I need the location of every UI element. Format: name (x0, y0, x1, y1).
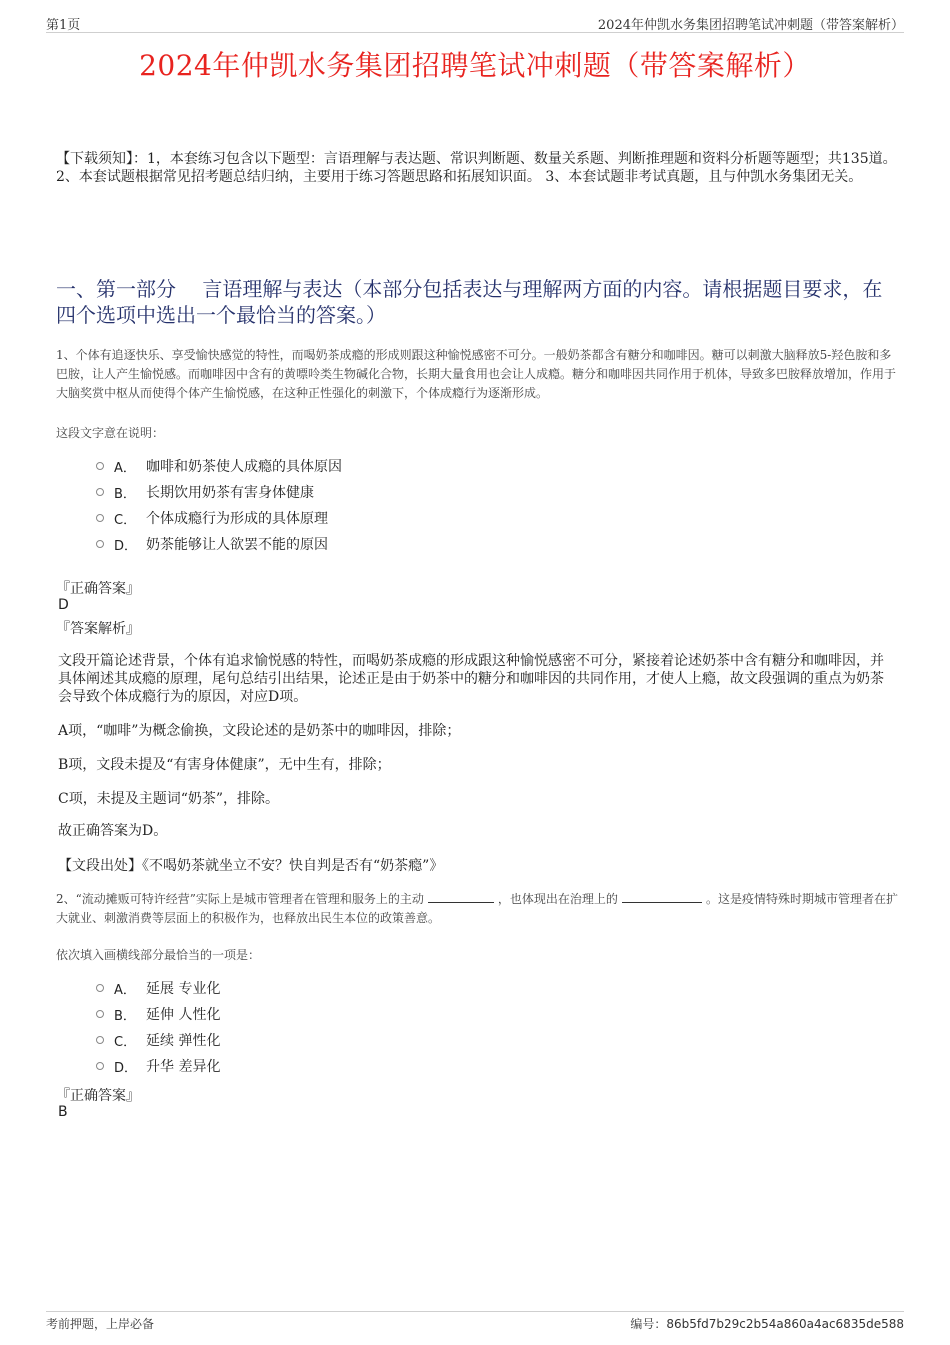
question-2-option-c[interactable] (96, 1027, 220, 1053)
option-letter: A． (114, 982, 136, 998)
option-text: 延续 弹性化 (146, 1033, 221, 1049)
footer-code (630, 1315, 904, 1332)
question-2-answer-label: 『正确答案』 (56, 1088, 140, 1104)
radio-icon[interactable] (96, 1010, 104, 1018)
question-2-option-d[interactable] (96, 1053, 220, 1079)
option-letter: C． (114, 512, 137, 528)
option-text: 延伸 人性化 (146, 1007, 221, 1023)
analysis-note-c: C项，未提及主题词“奶茶”，排除。 (58, 791, 280, 807)
radio-icon[interactable] (96, 488, 104, 496)
question-1-analysis: 文段开篇论述背景，个体有追求愉悦感的特性，而喝奶茶成瘾的形成跟这种愉悦感密不可分，紧接着论述奶茶中含有糖分和咖啡因，并具体阐述其成瘾的原理，尾句总结引出结果，论述正是由于奶茶中的糖分和咖啡因的共同作用，才使人上瘾，故文段强调的重点为奶茶会导致个体成瘾行为的原因，对应D项。 (58, 653, 884, 705)
question-1-text: 1、个体有追逐快乐、享受愉快感觉的特性，而喝奶茶成瘾的形成则跟这种愉悦感密不可分。一般奶茶都含有糖分和咖啡因。糖可以刺激大脑释放5-羟色胺和多巴胺，让人产生愉悦感。而咖啡因中含有的黄嘌呤类生物碱化合物，长期大量食用也会让人成瘾。糖分和咖啡因共同作用于机体，导致多巴胺释放增加，作用于大脑奖赏中枢从而使得个体产生愉悦感，在这种正性强化的刺激下，个体成瘾行为逐渐形成。 (56, 348, 897, 400)
header-doc-title: 2024年仲凯水务集团招聘笔试冲刺题（带答案解析） (597, 18, 904, 33)
question-2-text-part3: 。这是疫情特殊时期城市管理者在扩大就业、刺激消费等层面上的积极作为，也释放出民生本位的政策善意。 (56, 892, 898, 925)
page-title: 2024年仲凯水务集团招聘笔试冲刺题（带答案解析） (139, 49, 811, 82)
question-1-option-c[interactable] (96, 505, 342, 531)
option-letter: D． (114, 538, 138, 554)
fill-blank-2 (622, 892, 702, 903)
question-2-option-b[interactable] (96, 1001, 220, 1027)
radio-icon[interactable] (96, 1062, 104, 1070)
question-1-option-b[interactable] (96, 479, 342, 505)
footer-slogan: 考前押题，上岸必备 (46, 1317, 155, 1331)
radio-icon[interactable] (96, 540, 104, 548)
question-2-text (56, 890, 898, 928)
header-divider (46, 32, 904, 33)
option-letter: C． (114, 1034, 137, 1050)
option-text: 个体成瘾行为形成的具体原理 (146, 511, 328, 527)
question-2-prompt: 依次填入画横线部分最恰当的一项是： (56, 948, 261, 962)
question-1-source: 【文段出处】《不喝奶茶就坐立不安？快自判是否有“奶茶瘾”》 (58, 858, 444, 874)
question-1-options (96, 453, 342, 557)
option-letter: D． (114, 1060, 138, 1076)
option-text: 奶茶能够让人欲罢不能的原因 (146, 537, 328, 553)
option-text: 咖啡和奶茶使人成瘾的具体原因 (146, 459, 342, 475)
radio-icon[interactable] (96, 514, 104, 522)
analysis-note-a: A项，“咖啡”为概念偷换，文段论述的是奶茶中的咖啡因，排除； (58, 723, 461, 739)
option-letter: B． (114, 486, 136, 502)
analysis-note-b: B项，文段未提及“有害身体健康”，无中生有，排除； (58, 757, 391, 773)
question-2-text-part1: 2、“流动摊贩可特许经营”实际上是城市管理者在管理和服务上的主动 (56, 892, 424, 906)
analysis-conclusion: 故正确答案为D。 (58, 823, 168, 839)
question-1-analysis-label: 『答案解析』 (56, 621, 140, 637)
question-2-option-a[interactable] (96, 975, 220, 1001)
section-heading: 一、第一部分 言语理解与表达（本部分包括表达与理解两方面的内容。请根据题目要求，在四个选项中选出一个最恰当的答案。） (56, 277, 883, 327)
footer-code-label: 编号： (630, 1317, 667, 1331)
question-1-option-a[interactable] (96, 453, 342, 479)
question-1-answer: D (58, 597, 69, 613)
footer-code-value: 86b5fd7b29c2b54a860a4ac6835de588 (666, 1317, 904, 1331)
option-letter: A． (114, 460, 136, 476)
question-1-option-d[interactable] (96, 531, 342, 557)
radio-icon[interactable] (96, 984, 104, 992)
option-letter: B． (114, 1008, 136, 1024)
question-2-answer: B (58, 1104, 68, 1120)
question-2-options (96, 975, 220, 1079)
radio-icon[interactable] (96, 462, 104, 470)
radio-icon[interactable] (96, 1036, 104, 1044)
option-text: 长期饮用奶茶有害身体健康 (146, 485, 314, 501)
page-number: 第1页 (46, 18, 81, 33)
download-notice: 【下载须知】：1，本套练习包含以下题型：言语理解与表达题、常识判断题、数量关系题、判断推理题和资料分析题等题型；共135道。 2、本套试题根据常见招考题总结归纳，主要用于练习答题思路和拓展知识面。 3、本套试题非考试真题，且与仲凯水务集团无关。 (56, 151, 897, 185)
fill-blank-1 (428, 892, 494, 903)
question-1-prompt: 这段文字意在说明： (56, 426, 165, 440)
option-text: 升华 差异化 (146, 1059, 221, 1075)
question-2-text-part2: ，也体现出在治理上的 (497, 892, 618, 906)
option-text: 延展 专业化 (146, 981, 221, 997)
footer-divider (46, 1311, 904, 1312)
question-1-answer-label: 『正确答案』 (56, 581, 140, 597)
